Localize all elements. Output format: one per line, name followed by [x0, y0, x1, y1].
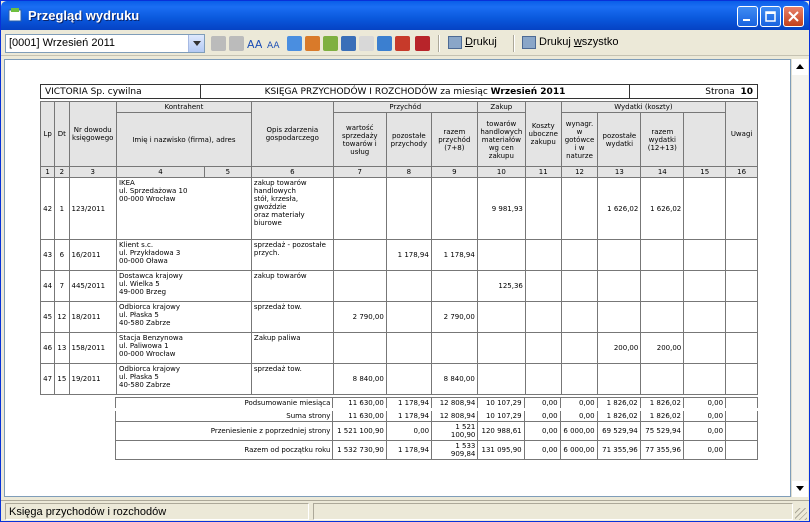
table-row — [41, 178, 758, 240]
cell-c12 — [561, 364, 598, 395]
cell-c11 — [525, 364, 561, 395]
cell-c13: 200,00 — [598, 333, 641, 364]
cell-description — [251, 271, 333, 302]
header-wydatki: Wydatki (koszty) — [561, 102, 726, 113]
contractor-addr1: ul. Płaska 5 — [118, 373, 159, 381]
cell-c10 — [477, 240, 525, 271]
settings-icon[interactable] — [395, 36, 410, 51]
description-desc1: sprzedaż - pozostałe przych. — [253, 241, 326, 257]
cell-c7 — [333, 240, 386, 271]
table-row — [41, 240, 758, 271]
report-page — [40, 84, 758, 460]
cell-c12 — [561, 333, 598, 364]
cell-empty — [684, 271, 726, 302]
summary-c11: 0,00 — [524, 441, 560, 460]
summary-c9: 1 521 100,90 — [432, 422, 478, 441]
header-wartosc: wartość sprzedaży towarów i usług — [333, 113, 386, 167]
cell-contractor — [116, 333, 251, 364]
cell-c12 — [561, 271, 598, 302]
column-number: 6 — [251, 167, 333, 178]
printer-icon — [522, 36, 536, 49]
cell-c8 — [386, 302, 431, 333]
cell-lp: 45 — [41, 302, 55, 333]
mail-icon[interactable] — [359, 36, 374, 51]
summary-c13: 1 826,02 — [597, 410, 640, 422]
contractor-addr1: ul. Płaska 5 — [118, 311, 159, 319]
header-zakup: Zakup — [477, 102, 525, 113]
cell-empty — [726, 333, 758, 364]
cell-nr: 19/2011 — [69, 364, 116, 395]
cell-description — [251, 240, 333, 271]
description-desc2: stół, krzesła, gwoździe — [253, 195, 299, 211]
summary-c10: 131 095,90 — [478, 441, 524, 460]
cell-c9: 2 790,00 — [431, 302, 477, 333]
contractor-name: Dostawca krajowy — [118, 272, 183, 280]
column-number: 15 — [684, 167, 726, 178]
description-desc1: Zakup paliwa — [253, 334, 301, 342]
cell-c14: 200,00 — [641, 333, 684, 364]
cell-contractor — [116, 271, 251, 302]
summary-c10: 10 107,29 — [478, 398, 524, 410]
summary-c15: 0,00 — [683, 398, 725, 410]
cell-c13: 1 626,02 — [598, 178, 641, 240]
toolbar — [1, 30, 809, 56]
cell-c9: 1 178,94 — [431, 240, 477, 271]
first-page-icon[interactable] — [211, 36, 226, 51]
summary-label: Suma strony — [115, 410, 333, 422]
contractor-addr2: 49-000 Brzeg — [118, 288, 167, 296]
description-desc1: sprzedaż tow. — [253, 365, 302, 373]
font-larger-icon[interactable] — [247, 36, 262, 51]
cell-c13 — [598, 364, 641, 395]
header-przychod: Przychód — [333, 102, 477, 113]
cell-nr: 18/2011 — [69, 302, 116, 333]
contractor-name: Odbiorca krajowy — [118, 365, 181, 373]
cell-c11 — [525, 178, 561, 240]
summary-c15: 0,00 — [683, 410, 725, 422]
cell-empty — [684, 178, 726, 240]
summary-c7: 1 532 730,90 — [333, 441, 386, 460]
resize-grip-icon[interactable] — [795, 508, 807, 520]
cell-c11 — [525, 333, 561, 364]
cell-c7 — [333, 271, 386, 302]
prev-page-icon[interactable] — [229, 36, 244, 51]
summary-c13: 69 529,94 — [597, 422, 640, 441]
toolbar-separator — [513, 35, 515, 52]
summary-row — [40, 398, 758, 410]
cell-c8 — [386, 364, 431, 395]
cell-nr: 16/2011 — [69, 240, 116, 271]
cell-dt: 7 — [55, 271, 69, 302]
close-button[interactable] — [783, 6, 804, 27]
column-number: 8 — [386, 167, 431, 178]
header-razem-przychod: razem przychód (7+8) — [431, 113, 477, 167]
contractor-name: Odbiorca krajowy — [118, 303, 181, 311]
summary-c15: 0,00 — [683, 422, 725, 441]
font-smaller-icon[interactable] — [267, 36, 282, 51]
column-numbers-row — [41, 167, 758, 178]
cell-c9 — [431, 178, 477, 240]
header-zakup-towarow: towarów handlowych materiałów wg cen zakupu — [477, 113, 525, 167]
cell-description — [251, 364, 333, 395]
cell-contractor — [116, 302, 251, 333]
cell-nr: 123/2011 — [69, 178, 116, 240]
contractor-addr2: 00-000 Wrocław — [118, 195, 176, 203]
summary-c9: 1 533 909,84 — [432, 441, 478, 460]
summary-c7: 1 521 100,90 — [333, 422, 386, 441]
status-bar — [1, 500, 809, 522]
description-desc1: sprzedaż tow. — [253, 303, 302, 311]
summary-c15: 0,00 — [683, 441, 725, 460]
cell-c12 — [561, 178, 598, 240]
cell-description — [251, 302, 333, 333]
window-title: Przegląd wydruku — [28, 8, 140, 23]
contractor-name: Stacja Benzynowa — [118, 334, 183, 342]
column-number: 4 — [116, 167, 204, 178]
header-razem-wydatki: razem wydatki (12+13) — [641, 113, 684, 167]
summary-label: Podsumowanie miesiąca — [115, 398, 333, 410]
summary-c7: 11 630,00 — [333, 398, 386, 410]
summary-label: Przeniesienie z poprzedniej strony — [115, 422, 333, 441]
header-opis: Opis zdarzenia gospodarczego — [251, 102, 333, 167]
cell-c14 — [641, 302, 684, 333]
header-nr: Nr dowodu księgowego — [69, 102, 116, 167]
cell-c8 — [386, 271, 431, 302]
column-number: 11 — [525, 167, 561, 178]
report-header — [40, 84, 758, 99]
search-icon[interactable] — [323, 36, 338, 51]
refresh-icon[interactable] — [287, 36, 302, 51]
cell-empty — [684, 240, 726, 271]
cell-c11 — [525, 240, 561, 271]
svg-text:AA: AA — [247, 38, 262, 51]
cell-dt: 1 — [55, 178, 69, 240]
summary-c11: 0,00 — [524, 398, 560, 410]
cell-c13 — [598, 271, 641, 302]
cell-description — [251, 333, 333, 364]
cell-empty — [726, 178, 758, 240]
header-pozostale-wydatki: pozostałe wydatki — [598, 113, 641, 167]
status-text: Księga przychodów i rozchodów — [5, 503, 309, 520]
summary-empty — [726, 410, 758, 422]
header-col15 — [684, 113, 726, 167]
cell-c10: 9 981,93 — [477, 178, 525, 240]
summary-c9: 12 808,94 — [432, 398, 478, 410]
cell-c11 — [525, 302, 561, 333]
header-koszty-uboczne: Koszty uboczne zakupu — [525, 102, 561, 167]
contractor-addr2: 00-000 Wrocław — [118, 350, 176, 358]
summary-c8: 0,00 — [386, 422, 431, 441]
print-all-button[interactable]: Drukuj wszystko — [519, 34, 622, 53]
cell-nr: 158/2011 — [69, 333, 116, 364]
cell-nr: 445/2011 — [69, 271, 116, 302]
printer-icon — [448, 36, 462, 49]
scroll-down-arrow-icon[interactable] — [792, 481, 808, 497]
summary-c14: 1 826,02 — [640, 398, 683, 410]
summary-c10: 10 107,29 — [478, 410, 524, 422]
vertical-scrollbar[interactable] — [791, 59, 808, 497]
cell-empty — [684, 364, 726, 395]
preview-area[interactable] — [4, 59, 791, 497]
cell-c7 — [333, 333, 386, 364]
company-name: VICTORIA Sp. cywilna — [41, 85, 201, 99]
cell-empty — [684, 333, 726, 364]
contractor-addr2: 40-580 Zabrze — [118, 319, 171, 327]
contractor-name: IKEA — [118, 179, 135, 187]
cell-c14 — [641, 271, 684, 302]
cell-empty — [726, 364, 758, 395]
cell-empty — [726, 240, 758, 271]
cell-dt: 6 — [55, 240, 69, 271]
column-number: 2 — [55, 167, 69, 178]
cell-c10: 125,36 — [477, 271, 525, 302]
status-panel — [313, 503, 793, 520]
cell-c12 — [561, 240, 598, 271]
cell-c14: 1 626,02 — [641, 178, 684, 240]
cell-c11 — [525, 271, 561, 302]
header-imie: Imię i nazwisko (firma), adres — [116, 113, 251, 167]
cell-c13 — [598, 240, 641, 271]
maximize-button[interactable] — [760, 6, 781, 27]
minimize-button[interactable] — [737, 6, 758, 27]
header-kontrahent: Kontrahent — [116, 102, 251, 113]
cell-description — [251, 178, 333, 240]
toolbar-separator — [438, 35, 440, 52]
summary-c12: 0,00 — [560, 410, 597, 422]
summary-c14: 77 355,96 — [640, 441, 683, 460]
cell-empty — [726, 271, 758, 302]
table-row — [41, 302, 758, 333]
cell-c7: 8 840,00 — [333, 364, 386, 395]
cell-c14 — [641, 240, 684, 271]
cell-c7: 2 790,00 — [333, 302, 386, 333]
column-number: 14 — [641, 167, 684, 178]
contractor-addr2: 40-580 Zabrze — [118, 381, 171, 389]
column-number: 10 — [477, 167, 525, 178]
contractor-addr1: ul. Sprzedażowa 10 — [118, 187, 188, 195]
svg-text:AA: AA — [267, 41, 280, 51]
summary-c12: 6 000,00 — [560, 422, 597, 441]
table-row — [41, 271, 758, 302]
contractor-name: Klient s.c. — [118, 241, 154, 249]
table-row — [41, 364, 758, 395]
save-icon[interactable] — [341, 36, 356, 51]
contractor-addr2: 00-000 Oława — [118, 257, 168, 265]
cell-c8 — [386, 333, 431, 364]
summary-row — [40, 422, 758, 441]
column-number: 12 — [561, 167, 598, 178]
summary-spacer — [40, 441, 115, 460]
cell-empty — [684, 302, 726, 333]
contractor-addr1: ul. Paliwowa 1 — [118, 342, 169, 350]
edit-icon[interactable] — [305, 36, 320, 51]
summary-c12: 6 000,00 — [560, 441, 597, 460]
summary-c13: 1 826,02 — [597, 398, 640, 410]
cell-lp: 47 — [41, 364, 55, 395]
cell-dt: 13 — [55, 333, 69, 364]
cell-c10 — [477, 333, 525, 364]
cell-lp: 46 — [41, 333, 55, 364]
summary-c13: 71 355,96 — [597, 441, 640, 460]
summary-c9: 12 808,94 — [432, 410, 478, 422]
summary-c14: 75 529,94 — [640, 422, 683, 441]
cell-c9 — [431, 271, 477, 302]
app-icon — [7, 7, 23, 23]
summary-table — [40, 397, 758, 460]
summary-empty — [726, 441, 758, 460]
column-number: 3 — [69, 167, 116, 178]
period-select-value: [0001] Wrzesień 2011 — [9, 37, 115, 49]
cell-empty — [726, 302, 758, 333]
contractor-addr1: ul. Wielka 5 — [118, 280, 160, 288]
summary-c8: 1 178,94 — [386, 410, 431, 422]
page-indicator: Strona 10 — [630, 85, 758, 99]
header-lp: Lp — [41, 102, 55, 167]
description-desc1: zakup towarów — [253, 272, 307, 280]
header-wynagrodzenia: wynagr. w gotówce i w naturze — [561, 113, 598, 167]
cell-c10 — [477, 364, 525, 395]
table-row — [41, 333, 758, 364]
column-number: 5 — [204, 167, 251, 178]
cell-c9 — [431, 333, 477, 364]
print-button[interactable]: Drukuj — [445, 34, 501, 53]
header-pozostale: pozostałe przychody — [386, 113, 431, 167]
cell-contractor — [116, 178, 251, 240]
contractor-addr1: ul. Przykładowa 3 — [118, 249, 181, 257]
cell-lp: 44 — [41, 271, 55, 302]
export-icon[interactable] — [377, 36, 392, 51]
cell-lp: 42 — [41, 178, 55, 240]
title-bar[interactable] — [1, 1, 809, 30]
header-uwagi: Uwagi — [726, 102, 758, 167]
cell-c14 — [641, 364, 684, 395]
column-number: 9 — [431, 167, 477, 178]
description-desc3: oraz materiały biurowe — [253, 211, 305, 227]
cell-c9: 8 840,00 — [431, 364, 477, 395]
summary-empty — [726, 398, 758, 410]
chevron-down-icon[interactable] — [188, 35, 204, 52]
ledger-table — [40, 101, 758, 395]
summary-c11: 0,00 — [524, 422, 560, 441]
cell-lp: 43 — [41, 240, 55, 271]
scroll-up-arrow-icon[interactable] — [792, 59, 808, 75]
cell-c10 — [477, 302, 525, 333]
header-dt: Dt — [55, 102, 69, 167]
cell-dt: 12 — [55, 302, 69, 333]
summary-c7: 11 630,00 — [333, 410, 386, 422]
period-select[interactable] — [5, 34, 205, 53]
column-number: 7 — [333, 167, 386, 178]
summary-c8: 1 178,94 — [386, 441, 431, 460]
cell-c13 — [598, 302, 641, 333]
summary-spacer — [40, 410, 115, 422]
summary-empty — [726, 422, 758, 441]
summary-spacer — [40, 398, 115, 410]
summary-c11: 0,00 — [524, 410, 560, 422]
summary-row — [40, 441, 758, 460]
cell-contractor — [116, 364, 251, 395]
summary-label: Razem od początku roku — [115, 441, 333, 460]
cell-c8 — [386, 178, 431, 240]
summary-row — [40, 410, 758, 422]
cell-dt: 15 — [55, 364, 69, 395]
cell-contractor — [116, 240, 251, 271]
exit-icon[interactable] — [415, 36, 430, 51]
cell-c7 — [333, 178, 386, 240]
column-number: 1 — [41, 167, 55, 178]
summary-c14: 1 826,02 — [640, 410, 683, 422]
summary-c10: 120 988,61 — [478, 422, 524, 441]
column-number: 13 — [598, 167, 641, 178]
summary-c8: 1 178,94 — [386, 398, 431, 410]
summary-c12: 0,00 — [560, 398, 597, 410]
description-desc1: zakup towarów handlowych — [253, 179, 307, 195]
summary-spacer — [40, 422, 115, 441]
report-title: KSIĘGA PRZYCHODÓW I ROZCHODÓW za miesiąc Wrzesień 2011 — [200, 85, 629, 99]
cell-c8: 1 178,94 — [386, 240, 431, 271]
column-number: 16 — [726, 167, 758, 178]
cell-c12 — [561, 302, 598, 333]
